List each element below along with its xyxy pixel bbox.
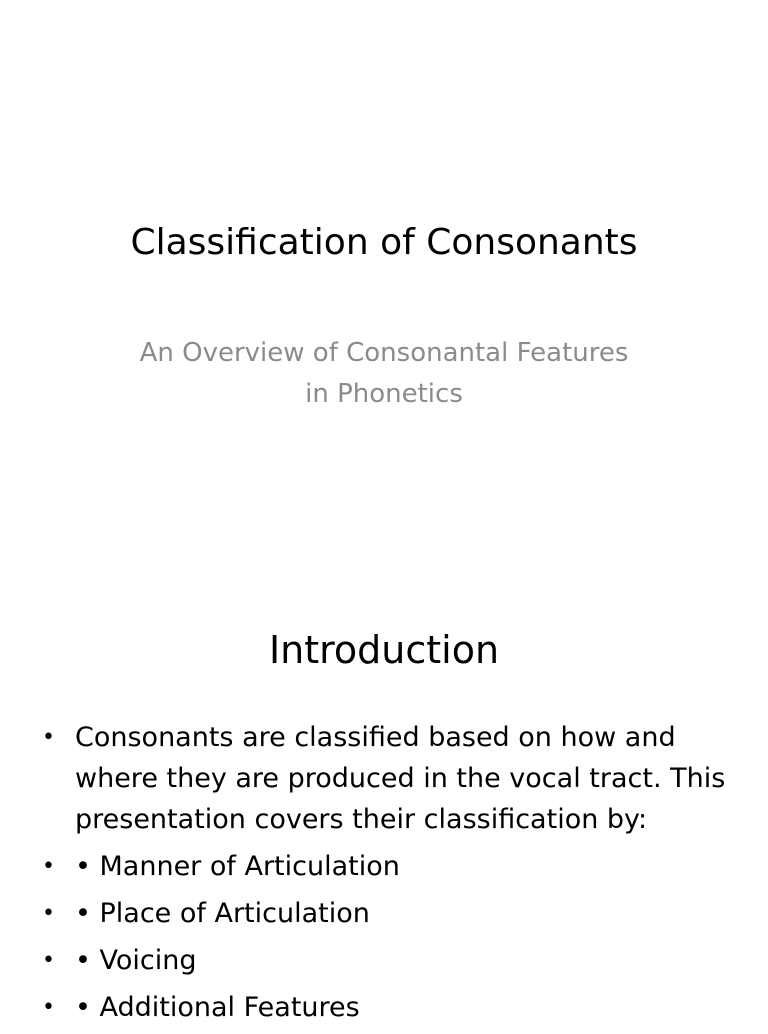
- subtitle-line-1: An Overview of Consonantal Features: [139, 338, 629, 368]
- slide-introduction: [0, 576, 768, 1024]
- bullet-marker: •: [42, 725, 55, 750]
- bullet-item: [38, 987, 738, 1028]
- bullet-marker: •: [42, 854, 55, 879]
- bullet-text: Consonants are classified based on how and where they are produced in the vocal tract. This presentation covers their classification by:: [75, 722, 726, 835]
- bullet-text: • Manner of Articulation: [75, 851, 400, 882]
- bullet-item: [38, 893, 738, 934]
- bullet-marker: •: [42, 901, 55, 926]
- bullet-list: [38, 717, 738, 1034]
- subtitle-line-2: in Phonetics: [305, 379, 463, 409]
- slide-subtitle: [100, 333, 668, 415]
- bullet-text: • Place of Articulation: [75, 898, 370, 929]
- bullet-marker: •: [42, 995, 55, 1020]
- bullet-text: • Voicing: [75, 945, 197, 976]
- bullet-item: [38, 846, 738, 887]
- bullet-item: [38, 940, 738, 981]
- bullet-item: [38, 717, 738, 840]
- bullet-marker: •: [42, 948, 55, 973]
- slide-heading: Introduction: [268, 628, 500, 672]
- bullet-text: • Additional Features: [75, 992, 360, 1023]
- slide-title-heading: Classification of Consonants: [130, 222, 638, 263]
